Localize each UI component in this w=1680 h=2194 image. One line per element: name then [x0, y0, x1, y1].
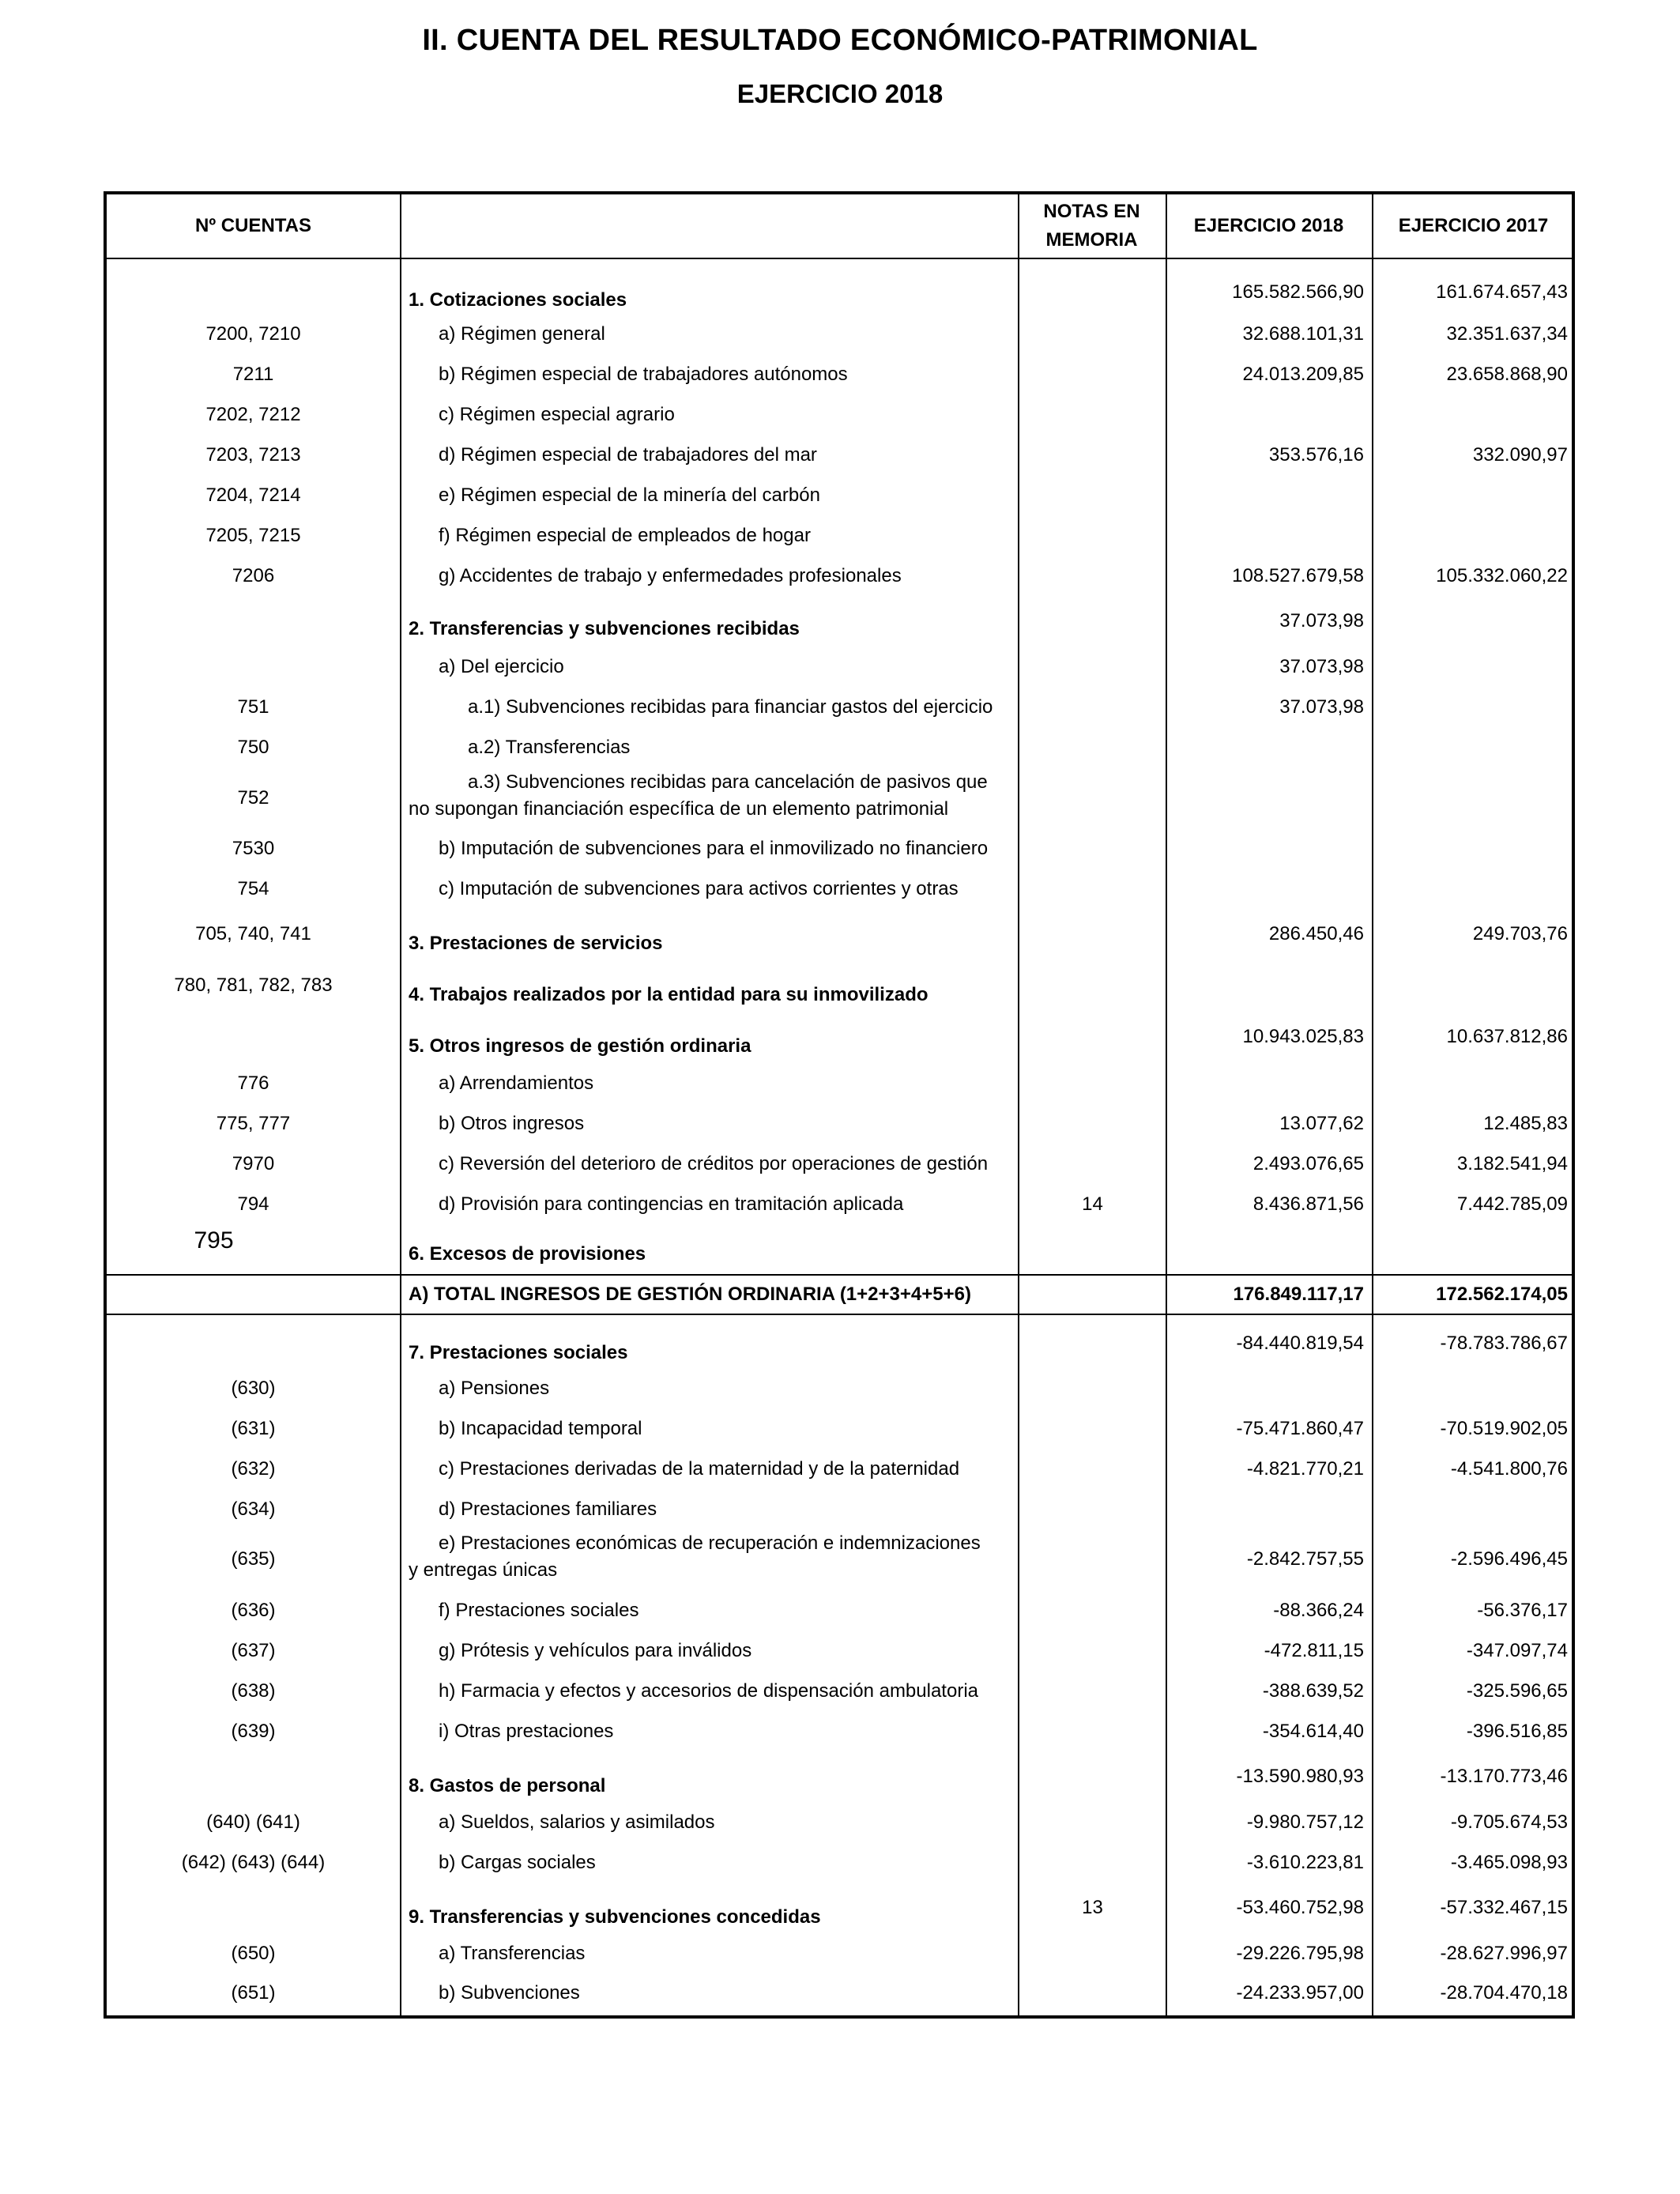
row-description: f) Prestaciones sociales [439, 1600, 639, 1621]
row-value-2017: 249.703,76 [1472, 923, 1568, 944]
row-value-2017: 32.351.637,34 [1446, 323, 1568, 345]
header-cuentas: Nº CUENTAS [195, 215, 311, 236]
row-value-2017: -13.170.773,46 [1440, 1766, 1568, 1787]
header-ejercicio-2018: EJERCICIO 2018 [1193, 215, 1344, 236]
row-account: 705, 740, 741 [195, 923, 311, 944]
row-value-2017: -2.596.496,45 [1450, 1548, 1568, 1570]
row-account: 752 [237, 787, 269, 809]
row-value-2017: -325.596,65 [1466, 1680, 1568, 1702]
row-account: (635) [231, 1548, 276, 1570]
row-value-2018: 37.073,98 [1279, 696, 1364, 718]
row-account: 776 [237, 1072, 269, 1094]
total-divider-bottom [107, 1314, 1572, 1315]
row-value-2018: 108.527.679,58 [1232, 565, 1364, 586]
row-value-2018: -75.471.860,47 [1236, 1418, 1364, 1439]
row-description: 2. Transferencias y subvenciones recibidas [409, 618, 800, 639]
row-description: 6. Excesos de provisiones [409, 1243, 646, 1265]
row-value-2018: 10.943.025,83 [1242, 1026, 1364, 1047]
row-account: 775, 777 [216, 1113, 291, 1134]
row-description: b) Régimen especial de trabajadores autónomos [439, 364, 848, 385]
row-description: a) Régimen general [439, 323, 605, 345]
row-value-2018: 8.436.871,56 [1252, 1193, 1364, 1215]
row-description: h) Farmacia y efectos y accesorios de dispensación ambulatoria [439, 1680, 978, 1702]
row-account: 795 [194, 1227, 234, 1253]
row-value-2018: 37.073,98 [1279, 656, 1364, 677]
row-value-2017: -3.465.098,93 [1450, 1852, 1568, 1873]
row-value-2018: -13.590.980,93 [1236, 1766, 1364, 1787]
row-value-2017: 12.485,83 [1483, 1113, 1568, 1134]
row-value-2018: -29.226.795,98 [1236, 1943, 1364, 1964]
row-value-2017: 7.442.785,09 [1456, 1193, 1568, 1215]
row-account: 7970 [232, 1153, 275, 1174]
row-value-2017: -28.704.470,18 [1440, 1982, 1568, 2004]
row-account: (630) [231, 1378, 276, 1399]
row-description: a) Pensiones [439, 1378, 550, 1399]
row-description: c) Imputación de subvenciones para activos corrientes y otras [439, 878, 959, 899]
row-value-2018: -388.639,52 [1262, 1680, 1364, 1702]
row-description: g) Prótesis y vehículos para inválidos [439, 1640, 752, 1661]
row-description-line1: a.3) Subvenciones recibidas para cancelación de pasivos que [468, 771, 988, 793]
row-description: e) Régimen especial de la minería del carbón [439, 484, 820, 506]
row-description: a) Sueldos, salarios y asimilados [439, 1811, 715, 1833]
row-description: b) Imputación de subvenciones para el inmovilizado no financiero [439, 838, 989, 859]
row-description: b) Otros ingresos [439, 1113, 585, 1134]
row-value-2017: -70.519.902,05 [1440, 1418, 1568, 1439]
row-description: d) Prestaciones familiares [439, 1498, 657, 1520]
row-value-2018: -84.440.819,54 [1236, 1333, 1364, 1354]
row-description: d) Régimen especial de trabajadores del mar [439, 444, 817, 466]
header-notas [1018, 198, 1166, 254]
row-value-2018: 2.493.076,65 [1252, 1153, 1364, 1174]
column-divider [1372, 194, 1373, 2015]
row-value-2017: -396.516,85 [1466, 1721, 1568, 1742]
row-value-2018: -3.610.223,81 [1246, 1852, 1364, 1873]
total-divider-top [107, 1274, 1572, 1276]
row-value-2017: -57.332.467,15 [1440, 1897, 1568, 1918]
column-divider [400, 194, 401, 2015]
row-account: 754 [237, 878, 269, 899]
row-value-2017: -4.541.800,76 [1450, 1458, 1568, 1480]
total-value-2017: 172.562.174,05 [1436, 1284, 1568, 1305]
row-value-2017: 23.658.868,90 [1446, 364, 1568, 385]
row-value-2017: -28.627.996,97 [1440, 1943, 1568, 1964]
row-description: b) Incapacidad temporal [439, 1418, 642, 1439]
row-value-2017: -56.376,17 [1477, 1600, 1568, 1621]
row-description: 5. Otros ingresos de gestión ordinaria [409, 1035, 751, 1057]
row-account: 7206 [232, 565, 275, 586]
row-description: a) Transferencias [439, 1943, 586, 1964]
row-account: (632) [231, 1458, 276, 1480]
row-account: 7530 [232, 838, 275, 859]
total-value-2018: 176.849.117,17 [1233, 1284, 1364, 1305]
row-account: 780, 781, 782, 783 [174, 974, 333, 996]
row-value-2018: -472.811,15 [1264, 1640, 1364, 1661]
row-description: 7. Prestaciones sociales [409, 1342, 628, 1363]
row-value-2018: 13.077,62 [1279, 1113, 1364, 1134]
row-notes: 14 [1082, 1193, 1103, 1215]
row-notes: 13 [1082, 1897, 1103, 1918]
row-description: a) Del ejercicio [439, 656, 564, 677]
row-description-line2: no supongan financiación específica de un elemento patrimonial [409, 798, 949, 820]
row-account: 794 [237, 1193, 269, 1215]
row-value-2018: 32.688.101,31 [1242, 323, 1364, 345]
header-divider [107, 258, 1572, 259]
row-value-2018: -53.460.752,98 [1236, 1897, 1364, 1918]
row-value-2018: 353.576,16 [1268, 444, 1364, 466]
report-title: II. CUENTA DEL RESULTADO ECONÓMICO-PATRIMONIAL [422, 24, 1258, 57]
row-value-2017: -9.705.674,53 [1450, 1811, 1568, 1833]
row-value-2017: 10.637.812,86 [1446, 1026, 1568, 1047]
row-account: (650) [231, 1943, 276, 1964]
row-account: 7202, 7212 [205, 404, 301, 425]
row-account: (642) (643) (644) [181, 1852, 326, 1873]
row-description: d) Provisión para contingencias en tramitación aplicada [439, 1193, 904, 1215]
row-value-2018: -354.614,40 [1262, 1721, 1364, 1742]
row-description: g) Accidentes de trabajo y enfermedades profesionales [439, 565, 902, 586]
row-description: a.1) Subvenciones recibidas para financiar gastos del ejercicio [468, 696, 993, 718]
row-account: 7205, 7215 [205, 525, 301, 546]
row-value-2018: -9.980.757,12 [1246, 1811, 1364, 1833]
row-description-line1: e) Prestaciones económicas de recuperación e indemnizaciones [439, 1532, 981, 1554]
row-account: 7211 [232, 364, 274, 385]
row-value-2017: -347.097,74 [1466, 1640, 1568, 1661]
row-description: 4. Trabajos realizados por la entidad para su inmovilizado [409, 984, 929, 1005]
row-description: b) Cargas sociales [439, 1852, 596, 1873]
row-account: (638) [231, 1680, 276, 1702]
row-account: 7203, 7213 [205, 444, 301, 466]
row-description: 9. Transferencias y subvenciones concedidas [409, 1906, 821, 1928]
row-value-2018: 286.450,46 [1268, 923, 1364, 944]
row-value-2018: -4.821.770,21 [1246, 1458, 1364, 1480]
row-description: 1. Cotizaciones sociales [409, 289, 627, 311]
header-ejercicio-2017: EJERCICIO 2017 [1398, 215, 1549, 236]
row-account: 750 [237, 737, 269, 758]
row-account: 7204, 7214 [205, 484, 301, 506]
row-description: i) Otras prestaciones [439, 1721, 614, 1742]
row-account: (631) [231, 1418, 276, 1439]
row-description: 3. Prestaciones de servicios [409, 933, 663, 954]
row-value-2018: -2.842.757,55 [1246, 1548, 1364, 1570]
row-description: a) Arrendamientos [439, 1072, 594, 1094]
row-description: c) Reversión del deterioro de créditos por operaciones de gestión [439, 1153, 989, 1174]
row-value-2018: -88.366,24 [1273, 1600, 1364, 1621]
header-notas-line2: MEMORIA [1045, 229, 1138, 251]
row-account: (636) [231, 1600, 276, 1621]
row-account: (639) [231, 1721, 276, 1742]
row-account: 7200, 7210 [205, 323, 301, 345]
row-account: (651) [231, 1982, 276, 2004]
row-value-2018: 37.073,98 [1279, 610, 1364, 631]
row-account: 751 [237, 696, 269, 718]
row-value-2018: -24.233.957,00 [1236, 1982, 1364, 2004]
row-account: (637) [231, 1640, 276, 1661]
row-value-2017: 3.182.541,94 [1456, 1153, 1568, 1174]
report-subtitle: EJERCICIO 2018 [736, 79, 944, 108]
row-description: b) Subvenciones [439, 1982, 580, 2004]
header-notas-line1: NOTAS EN [1043, 201, 1140, 222]
row-value-2017: 161.674.657,43 [1436, 281, 1568, 303]
row-value-2017: 332.090,97 [1472, 444, 1568, 466]
total-description: A) TOTAL INGRESOS DE GESTIÓN ORDINARIA (1+2+3+4+5+6) [409, 1284, 971, 1305]
row-value-2017: -78.783.786,67 [1440, 1333, 1568, 1354]
row-description: 8. Gastos de personal [409, 1775, 606, 1796]
row-description: c) Régimen especial agrario [439, 404, 675, 425]
row-description: f) Régimen especial de empleados de hogar [439, 525, 811, 546]
row-description: a.2) Transferencias [468, 737, 631, 758]
row-account: (634) [231, 1498, 276, 1520]
row-description: c) Prestaciones derivadas de la maternidad y de la paternidad [439, 1458, 960, 1480]
row-value-2018: 165.582.566,90 [1232, 281, 1364, 303]
row-description-line2: y entregas únicas [409, 1559, 558, 1581]
row-account: (640) (641) [206, 1811, 300, 1833]
results-table [104, 191, 1575, 2019]
row-value-2018: 24.013.209,85 [1242, 364, 1364, 385]
row-value-2017: 105.332.060,22 [1436, 565, 1568, 586]
